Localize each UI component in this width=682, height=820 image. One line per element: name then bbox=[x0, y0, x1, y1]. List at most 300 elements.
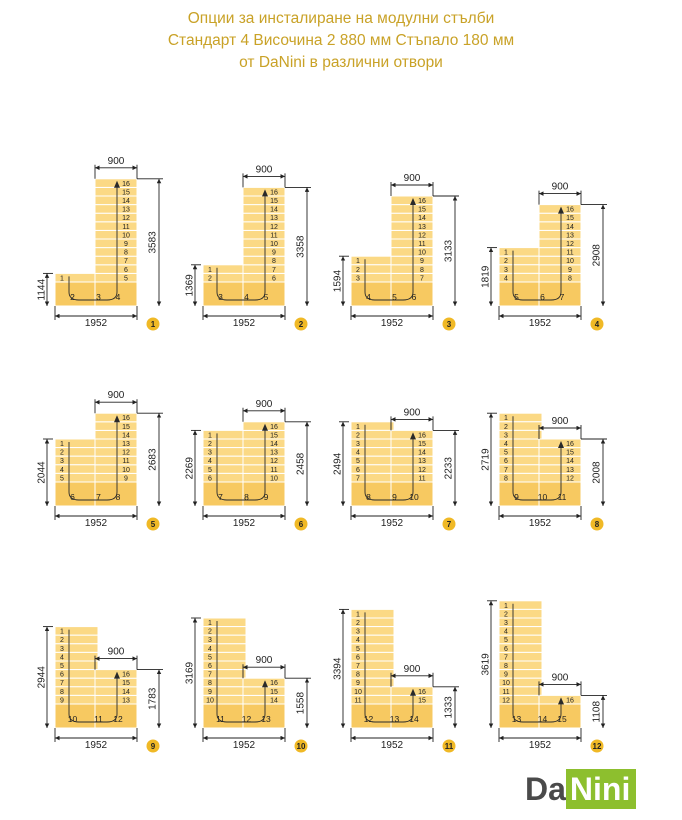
step-number: 4 bbox=[60, 654, 64, 662]
step-number: 3 bbox=[356, 441, 360, 448]
landing-label: 7 bbox=[559, 292, 565, 302]
landing-label: 13 bbox=[261, 714, 271, 724]
step-number: 8 bbox=[420, 266, 424, 274]
step-number: 11 bbox=[418, 475, 426, 483]
variant-7 bbox=[333, 407, 459, 530]
left-height-label: 2044 bbox=[36, 461, 48, 484]
right-step bbox=[95, 430, 137, 439]
title-line-1: Опции за инсталиране на модулни стълби bbox=[187, 10, 495, 27]
right-step bbox=[391, 205, 433, 214]
step-number: 5 bbox=[356, 458, 360, 466]
right-step bbox=[391, 213, 433, 222]
bottom-width-label: 1952 bbox=[232, 318, 256, 329]
landing-label: 13 bbox=[511, 714, 522, 724]
right-step bbox=[539, 265, 581, 274]
landing-label: 6 bbox=[411, 292, 417, 302]
step-number: 8 bbox=[208, 680, 212, 688]
step-number: 1 bbox=[208, 432, 212, 440]
step-number: 7 bbox=[208, 671, 212, 679]
step-number: 14 bbox=[566, 223, 574, 231]
step-number: 16 bbox=[418, 432, 426, 440]
right-step bbox=[95, 439, 137, 448]
title-line-3: от DaNini в различни отвори bbox=[239, 54, 443, 71]
step-number: 9 bbox=[420, 258, 424, 266]
step-number: 16 bbox=[566, 441, 574, 448]
step-number: 16 bbox=[566, 206, 574, 214]
step-number: 11 bbox=[270, 466, 278, 474]
right-step bbox=[243, 196, 285, 205]
step-number: 13 bbox=[566, 466, 574, 474]
step-number: 11 bbox=[122, 223, 130, 231]
step-number: 2 bbox=[208, 628, 212, 636]
landing-label: 3 bbox=[218, 292, 223, 302]
step-number: 1 bbox=[356, 611, 360, 619]
right-step bbox=[391, 695, 433, 704]
right-step bbox=[539, 465, 581, 474]
top-width-label: 900 bbox=[551, 181, 569, 193]
variant-number-label: 2 bbox=[298, 320, 304, 329]
step-number: 5 bbox=[124, 275, 128, 283]
left-height-label: 3394 bbox=[332, 657, 344, 680]
step-number: 8 bbox=[504, 663, 508, 670]
variant-10 bbox=[185, 618, 311, 753]
left-height-label: 2944 bbox=[36, 666, 48, 689]
step-number: 2 bbox=[356, 432, 360, 440]
right-height-label: 2683 bbox=[147, 448, 159, 471]
left-height-label: 2494 bbox=[332, 452, 344, 476]
step-number: 15 bbox=[418, 441, 426, 448]
step-number: 7 bbox=[356, 475, 360, 483]
step-number: 4 bbox=[208, 458, 212, 466]
logo-nini: Nini bbox=[566, 769, 636, 809]
landing-label: 2 bbox=[70, 292, 75, 302]
step-number: 6 bbox=[208, 663, 212, 670]
step-number: 2 bbox=[208, 441, 212, 448]
landing-label: 9 bbox=[514, 492, 519, 502]
step-number: 1 bbox=[60, 628, 64, 636]
left-height-label: 1369 bbox=[184, 274, 196, 297]
landing-label: 10 bbox=[67, 714, 78, 724]
danini-logo bbox=[521, 769, 656, 809]
step-number: 12 bbox=[418, 232, 426, 240]
landing-label: 8 bbox=[366, 492, 371, 502]
top-width-label: 900 bbox=[403, 407, 421, 419]
right-step bbox=[95, 205, 137, 214]
right-step bbox=[539, 230, 581, 239]
right-step bbox=[95, 456, 137, 465]
landing-label: 6 bbox=[540, 292, 545, 302]
step-number: 9 bbox=[60, 697, 64, 705]
right-step bbox=[95, 422, 137, 431]
step-number: 11 bbox=[566, 249, 574, 257]
variant-number-label: 9 bbox=[150, 742, 156, 751]
right-step bbox=[243, 205, 285, 214]
step-number: 12 bbox=[566, 241, 574, 248]
step-number: 14 bbox=[418, 449, 426, 457]
step-number: 13 bbox=[122, 206, 130, 214]
variant-8 bbox=[481, 413, 607, 530]
variant-number-label: 7 bbox=[446, 520, 452, 529]
logo-da: Da bbox=[525, 771, 566, 807]
right-step bbox=[243, 239, 285, 248]
step-number: 6 bbox=[356, 654, 360, 662]
step-number: 6 bbox=[356, 466, 360, 474]
step-number: 4 bbox=[356, 637, 360, 645]
right-step bbox=[95, 465, 137, 474]
landing-label: 5 bbox=[514, 292, 519, 302]
step-number: 14 bbox=[122, 198, 130, 205]
step-number: 3 bbox=[504, 432, 508, 440]
top-width-label: 900 bbox=[255, 164, 273, 176]
variant-5 bbox=[37, 390, 163, 530]
step-number: 1 bbox=[504, 415, 508, 423]
step-number: 8 bbox=[60, 688, 64, 696]
step-number: 2 bbox=[356, 620, 360, 627]
step-number: 5 bbox=[504, 449, 508, 457]
landing-label: 4 bbox=[115, 292, 121, 302]
step-number: 5 bbox=[504, 637, 508, 645]
step-number: 3 bbox=[208, 637, 212, 645]
bottom-width-label: 1952 bbox=[528, 318, 552, 329]
right-step bbox=[391, 239, 433, 248]
variant-number-label: 3 bbox=[446, 320, 452, 329]
right-step bbox=[243, 213, 285, 222]
right-step bbox=[391, 473, 433, 482]
step-number: 13 bbox=[122, 441, 130, 448]
step-number: 1 bbox=[356, 258, 360, 266]
right-step bbox=[95, 222, 137, 231]
right-step bbox=[391, 222, 433, 231]
step-number: 15 bbox=[418, 697, 426, 705]
bottom-width-label: 1952 bbox=[528, 740, 552, 751]
top-width-label: 900 bbox=[107, 390, 125, 402]
right-step bbox=[95, 187, 137, 196]
landing-block bbox=[499, 282, 542, 306]
step-number: 7 bbox=[272, 266, 276, 274]
step-number: 3 bbox=[504, 266, 508, 274]
step-number: 11 bbox=[354, 697, 362, 705]
landing-label: 9 bbox=[392, 492, 397, 502]
right-step bbox=[95, 473, 137, 482]
step-number: 14 bbox=[566, 458, 574, 466]
step-number: 11 bbox=[418, 241, 426, 248]
right-height-label: 2233 bbox=[443, 457, 455, 480]
step-number: 1 bbox=[60, 441, 64, 448]
variant-number-label: 11 bbox=[444, 742, 454, 751]
right-height-label: 1783 bbox=[147, 687, 159, 710]
right-step bbox=[95, 265, 137, 274]
variant-number-label: 1 bbox=[150, 320, 156, 329]
step-number: 14 bbox=[122, 432, 130, 440]
landing-label: 5 bbox=[392, 292, 397, 302]
variant-number-label: 5 bbox=[150, 520, 156, 529]
right-step bbox=[391, 230, 433, 239]
step-number: 16 bbox=[270, 680, 278, 688]
step-number: 6 bbox=[504, 458, 508, 466]
right-step bbox=[243, 430, 285, 439]
step-number: 9 bbox=[356, 680, 360, 688]
step-number: 8 bbox=[124, 249, 128, 257]
variant-1 bbox=[37, 156, 163, 331]
step-number: 13 bbox=[418, 223, 426, 231]
landing-block bbox=[351, 482, 394, 506]
variant-3 bbox=[333, 173, 459, 331]
bottom-width-label: 1952 bbox=[232, 518, 256, 529]
bottom-width-label: 1952 bbox=[380, 318, 404, 329]
bottom-width-label: 1952 bbox=[84, 740, 108, 751]
step-number: 3 bbox=[60, 458, 64, 466]
landing-label: 12 bbox=[363, 714, 374, 724]
variant-11 bbox=[333, 609, 459, 752]
right-step bbox=[243, 448, 285, 457]
step-number: 7 bbox=[504, 654, 508, 662]
variant-12 bbox=[481, 601, 607, 753]
step-number: 8 bbox=[504, 475, 508, 483]
top-width-label: 900 bbox=[403, 663, 421, 675]
step-number: 2 bbox=[60, 637, 64, 645]
step-number: 4 bbox=[356, 449, 360, 457]
top-width-label: 900 bbox=[403, 173, 421, 184]
step-number: 12 bbox=[418, 466, 426, 474]
variant-6 bbox=[185, 399, 311, 531]
step-number: 14 bbox=[270, 441, 278, 448]
variant-number-label: 6 bbox=[298, 520, 304, 529]
step-number: 13 bbox=[270, 449, 278, 457]
landing-label: 6 bbox=[70, 492, 75, 502]
step-number: 9 bbox=[504, 671, 508, 679]
top-width-label: 900 bbox=[107, 646, 125, 658]
right-step bbox=[391, 456, 433, 465]
step-number: 15 bbox=[270, 432, 278, 440]
variant-number-label: 12 bbox=[592, 742, 602, 751]
right-step bbox=[539, 273, 581, 282]
left-height-label: 1144 bbox=[36, 278, 48, 301]
right-step bbox=[391, 448, 433, 457]
landing-label: 11 bbox=[94, 714, 103, 724]
step-number: 14 bbox=[418, 215, 426, 223]
step-number: 11 bbox=[270, 232, 278, 240]
step-number: 11 bbox=[502, 688, 510, 696]
title-line-2: Стандарт 4 Височина 2 880 мм Стъпало 180 мм bbox=[167, 32, 515, 49]
step-number: 15 bbox=[270, 198, 278, 205]
step-number: 7 bbox=[124, 258, 128, 266]
right-step bbox=[539, 448, 581, 457]
step-number: 11 bbox=[122, 458, 130, 466]
right-step bbox=[243, 473, 285, 482]
step-number: 6 bbox=[124, 266, 128, 274]
landing-label: 8 bbox=[244, 492, 249, 502]
step-number: 16 bbox=[122, 415, 130, 423]
step-number: 9 bbox=[208, 688, 212, 696]
right-height-label: 2908 bbox=[591, 244, 603, 267]
landing-label: 10 bbox=[409, 492, 419, 502]
variant-number-label: 10 bbox=[296, 742, 306, 751]
variant-4 bbox=[481, 182, 607, 331]
step-number: 10 bbox=[354, 688, 362, 696]
right-step bbox=[243, 439, 285, 448]
top-width-label: 900 bbox=[107, 155, 125, 167]
variant-number-label: 8 bbox=[594, 520, 600, 529]
step-number: 2 bbox=[208, 275, 212, 283]
step-number: 13 bbox=[418, 458, 426, 466]
step-number: 3 bbox=[504, 620, 508, 627]
landing-label: 4 bbox=[366, 292, 371, 302]
right-step bbox=[95, 678, 137, 687]
step-number: 15 bbox=[566, 215, 574, 223]
step-number: 6 bbox=[272, 275, 276, 283]
left-height-label: 2269 bbox=[184, 457, 196, 480]
landing-label: 14 bbox=[409, 714, 419, 724]
landing-label: 3 bbox=[96, 292, 101, 302]
right-step bbox=[243, 695, 285, 704]
step-number: 5 bbox=[208, 466, 212, 474]
step-number: 12 bbox=[502, 697, 510, 705]
right-step bbox=[391, 465, 433, 474]
step-number: 3 bbox=[208, 449, 212, 457]
step-number: 10 bbox=[206, 697, 214, 705]
landing-label: 7 bbox=[218, 492, 223, 502]
step-number: 9 bbox=[568, 266, 572, 274]
step-number: 1 bbox=[208, 620, 212, 627]
step-number: 9 bbox=[124, 475, 128, 483]
step-number: 7 bbox=[420, 275, 424, 283]
right-step bbox=[95, 273, 137, 282]
top-width-label: 900 bbox=[255, 398, 273, 410]
step-number: 12 bbox=[122, 449, 130, 457]
right-step bbox=[391, 248, 433, 257]
right-step bbox=[95, 213, 137, 222]
right-step bbox=[539, 239, 581, 248]
bottom-width-label: 1952 bbox=[84, 518, 108, 529]
step-number: 14 bbox=[122, 688, 130, 696]
right-height-label: 2008 bbox=[591, 461, 603, 484]
step-number: 5 bbox=[356, 645, 360, 653]
step-number: 2 bbox=[60, 449, 64, 457]
right-step bbox=[243, 273, 285, 282]
top-width-label: 900 bbox=[255, 655, 273, 667]
landing-label: 5 bbox=[263, 292, 269, 302]
step-number: 7 bbox=[504, 466, 508, 474]
landing-label: 10 bbox=[537, 492, 548, 502]
step-number: 16 bbox=[122, 671, 130, 679]
right-step bbox=[243, 222, 285, 231]
step-number: 5 bbox=[60, 663, 64, 670]
bottom-width-label: 1952 bbox=[380, 518, 404, 529]
right-step bbox=[539, 213, 581, 222]
bottom-width-label: 1952 bbox=[84, 318, 108, 329]
step-number: 3 bbox=[356, 275, 360, 283]
right-step bbox=[539, 473, 581, 482]
step-number: 12 bbox=[270, 223, 278, 231]
step-number: 10 bbox=[418, 249, 426, 257]
step-number: 8 bbox=[272, 258, 276, 266]
step-number: 16 bbox=[418, 198, 426, 205]
left-height-label: 3619 bbox=[480, 653, 492, 676]
step-number: 15 bbox=[122, 680, 130, 688]
bottom-width-label: 1952 bbox=[232, 740, 256, 751]
step-number: 7 bbox=[356, 663, 360, 670]
step-number: 6 bbox=[208, 475, 212, 483]
step-number: 1 bbox=[504, 249, 508, 257]
right-step bbox=[391, 439, 433, 448]
step-number: 8 bbox=[568, 275, 572, 283]
variant-2 bbox=[185, 164, 311, 330]
right-step bbox=[95, 695, 137, 704]
step-number: 16 bbox=[566, 697, 574, 705]
step-number: 10 bbox=[502, 680, 510, 688]
step-number: 10 bbox=[270, 475, 278, 483]
variant-number-label: 4 bbox=[594, 320, 600, 329]
right-step bbox=[95, 687, 137, 696]
right-height-label: 1333 bbox=[443, 696, 455, 719]
landing-label: 14 bbox=[537, 714, 548, 724]
step-number: 16 bbox=[122, 180, 130, 188]
landing-label: 11 bbox=[557, 492, 567, 502]
step-number: 1 bbox=[504, 602, 508, 610]
right-step bbox=[243, 265, 285, 274]
right-step bbox=[243, 256, 285, 265]
step-number: 10 bbox=[566, 258, 574, 266]
step-number: 14 bbox=[270, 206, 278, 214]
step-number: 5 bbox=[208, 654, 212, 662]
step-number: 15 bbox=[122, 423, 130, 431]
right-step bbox=[243, 456, 285, 465]
left-height-label: 1594 bbox=[332, 269, 344, 293]
step-number: 10 bbox=[122, 466, 130, 474]
step-number: 12 bbox=[122, 215, 130, 223]
step-number: 1 bbox=[60, 275, 64, 283]
landing-label: 12 bbox=[113, 714, 123, 724]
step-number: 3 bbox=[356, 628, 360, 636]
right-height-label: 2458 bbox=[295, 452, 307, 476]
right-step bbox=[391, 265, 433, 274]
landing-label: 8 bbox=[115, 492, 121, 502]
step-number: 2 bbox=[356, 266, 360, 274]
step-number: 4 bbox=[504, 275, 508, 283]
step-number: 2 bbox=[504, 423, 508, 431]
left-height-label: 1819 bbox=[480, 265, 492, 288]
step-number: 8 bbox=[356, 671, 360, 679]
step-number: 10 bbox=[122, 232, 130, 240]
landing-block bbox=[55, 282, 98, 306]
landing-label: 15 bbox=[557, 714, 567, 724]
top-width-label: 900 bbox=[551, 416, 569, 427]
landing-block bbox=[499, 482, 542, 506]
step-number: 6 bbox=[504, 645, 508, 653]
step-number: 15 bbox=[122, 189, 130, 197]
right-step bbox=[539, 222, 581, 231]
right-step bbox=[243, 465, 285, 474]
step-number: 10 bbox=[270, 241, 278, 248]
bottom-width-label: 1952 bbox=[528, 518, 552, 529]
step-number: 12 bbox=[270, 458, 278, 466]
step-number: 16 bbox=[418, 688, 426, 696]
right-step bbox=[95, 196, 137, 205]
right-step bbox=[243, 230, 285, 239]
step-number: 1 bbox=[356, 423, 360, 431]
step-number: 7 bbox=[60, 680, 64, 688]
landing-label: 9 bbox=[263, 492, 269, 502]
step-number: 15 bbox=[418, 206, 426, 214]
right-step bbox=[539, 248, 581, 257]
landing-label: 4 bbox=[244, 292, 249, 302]
step-number: 4 bbox=[504, 628, 508, 636]
right-step bbox=[95, 448, 137, 457]
right-height-label: 1108 bbox=[591, 700, 603, 723]
top-width-label: 900 bbox=[551, 672, 569, 684]
step-number: 4 bbox=[60, 466, 64, 474]
step-number: 13 bbox=[122, 697, 130, 705]
